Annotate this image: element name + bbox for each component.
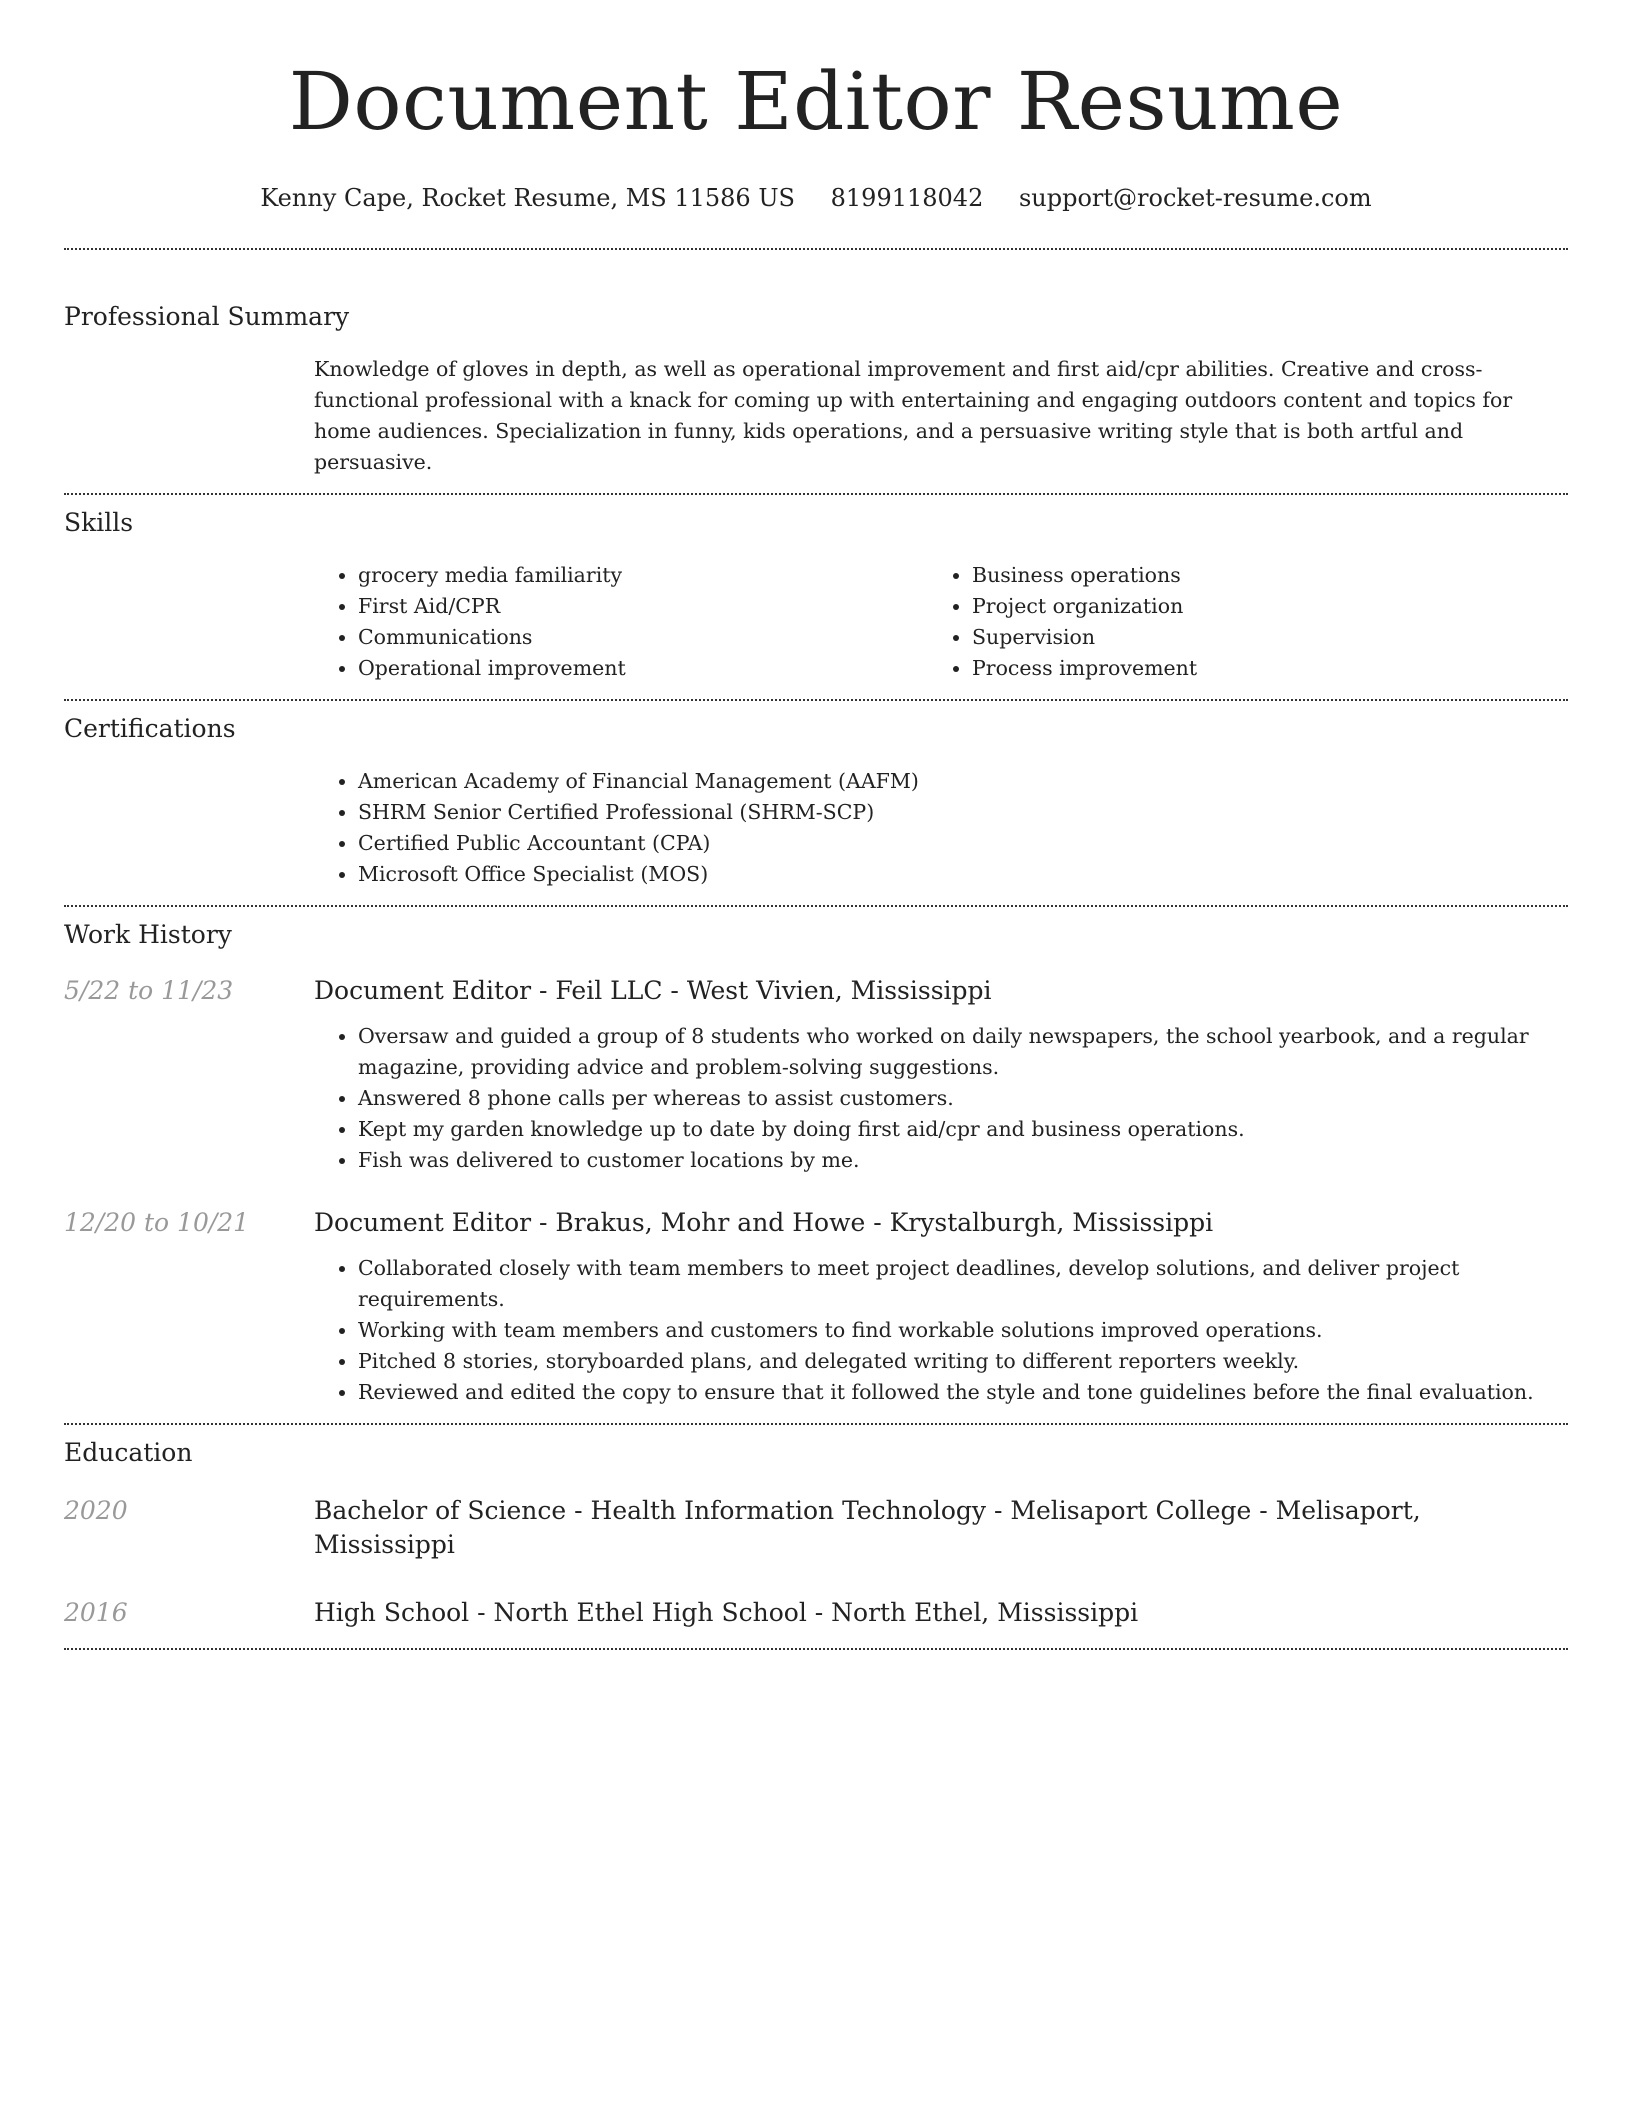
job-details: - Brakus, Mohr and Howe - Krystalburgh, Mississippi: [531, 1208, 1214, 1237]
work-section: [64, 907, 1568, 1408]
skill-item: • Project organization: [972, 591, 1542, 622]
skill-item: • First Aid/CPR: [358, 591, 928, 622]
job-bullet: • Fish was delivered to customer locations by me.: [358, 1145, 1568, 1176]
education-year: 2016: [64, 1598, 128, 1627]
certification-item: • American Academy of Financial Management (AAFM): [358, 766, 1568, 797]
education-heading: Education: [64, 1438, 193, 1467]
job-bullets: [314, 1253, 1568, 1408]
education-degree: High School: [314, 1598, 470, 1627]
job-bullet: • Reviewed and edited the copy to ensure that it followed the style and tone guidelines before the final evaluation.: [358, 1377, 1568, 1408]
certifications-list: [314, 766, 1568, 890]
education-entry: [64, 1596, 1568, 1630]
job-bullet: • Kept my garden knowledge up to date by doing first aid/cpr and business operations.: [358, 1114, 1568, 1145]
job-details: - Feil LLC - West Vivien, Mississippi: [531, 976, 992, 1005]
job-bullet: • Answered 8 phone calls per whereas to assist customers.: [358, 1083, 1568, 1114]
page-title: Document Editor Resume: [288, 55, 1344, 148]
job-bullet: • Oversaw and guided a group of 8 students who worked on daily newspapers, the school yearbook, and a regular magazine, providing advice and problem-solving suggestions.: [358, 1021, 1568, 1083]
job-bullet: • Pitched 8 stories, storyboarded plans, and delegated writing to different reporters weekly.: [358, 1346, 1568, 1377]
job-role: Document Editor: [314, 976, 532, 1005]
skill-item: • Supervision: [972, 622, 1542, 653]
job-role: Document Editor: [314, 1208, 532, 1237]
skill-item: • Business operations: [972, 560, 1542, 591]
education-section: [64, 1425, 1568, 1630]
contact-address: Kenny Cape, Rocket Resume, MS 11586 US: [260, 184, 795, 212]
skill-item: • Communications: [358, 622, 928, 653]
skill-item: • Operational improvement: [358, 653, 928, 684]
certification-item: • Microsoft Office Specialist (MOS): [358, 859, 1568, 890]
education-year: 2020: [64, 1496, 128, 1525]
summary-heading: Professional Summary: [64, 302, 350, 331]
summary-text: Knowledge of gloves in depth, as well as operational improvement and first aid/cpr abilities. Creative and cross-functional professional with a knack for coming up with entertaining and engaging outdoors content and topics for home audiences. Specialization in funny, kids operations, and a persuasive writing style that is both artful and persuasive.: [314, 357, 1513, 474]
certification-item: • SHRM Senior Certified Professional (SHRM-SCP): [358, 797, 1568, 828]
education-entry: [64, 1494, 1568, 1562]
contact-phone: 8199118042: [830, 184, 984, 212]
education-degree: Bachelor of Science - Health Information Technology: [314, 1496, 987, 1525]
job-entry: [64, 974, 1568, 1176]
certifications-section: [64, 701, 1568, 890]
contact-line: [64, 182, 1568, 214]
job-heading: [314, 974, 1568, 1008]
education-details: - North Ethel High School - North Ethel, Mississippi: [469, 1598, 1139, 1627]
contact-email: support@rocket-resume.com: [1018, 184, 1372, 212]
work-heading: Work History: [64, 920, 232, 949]
job-dates: 5/22 to 11/23: [64, 976, 234, 1005]
skills-list-left: [314, 560, 928, 684]
job-bullet: • Working with team members and customers to find workable solutions improved operations.: [358, 1315, 1568, 1346]
skills-section: [64, 495, 1568, 684]
skill-item: • Process improvement: [972, 653, 1542, 684]
job-dates: 12/20 to 10/21: [64, 1208, 250, 1237]
job-entry: [64, 1206, 1568, 1408]
skill-item: • grocery media familiarity: [358, 560, 928, 591]
skills-heading: Skills: [64, 508, 134, 537]
job-bullets: [314, 1021, 1568, 1176]
job-bullet: • Collaborated closely with team members to meet project deadlines, develop solutions, and deliver project requirements.: [358, 1253, 1568, 1315]
certification-item: • Certified Public Accountant (CPA): [358, 828, 1568, 859]
skills-list-right: [928, 560, 1542, 684]
divider: [64, 1648, 1568, 1650]
education-details: - Melisaport College - Melisaport, Mississippi: [314, 1496, 1421, 1559]
job-heading: [314, 1206, 1568, 1240]
summary-section: [64, 250, 1568, 478]
certifications-heading: Certifications: [64, 714, 236, 743]
